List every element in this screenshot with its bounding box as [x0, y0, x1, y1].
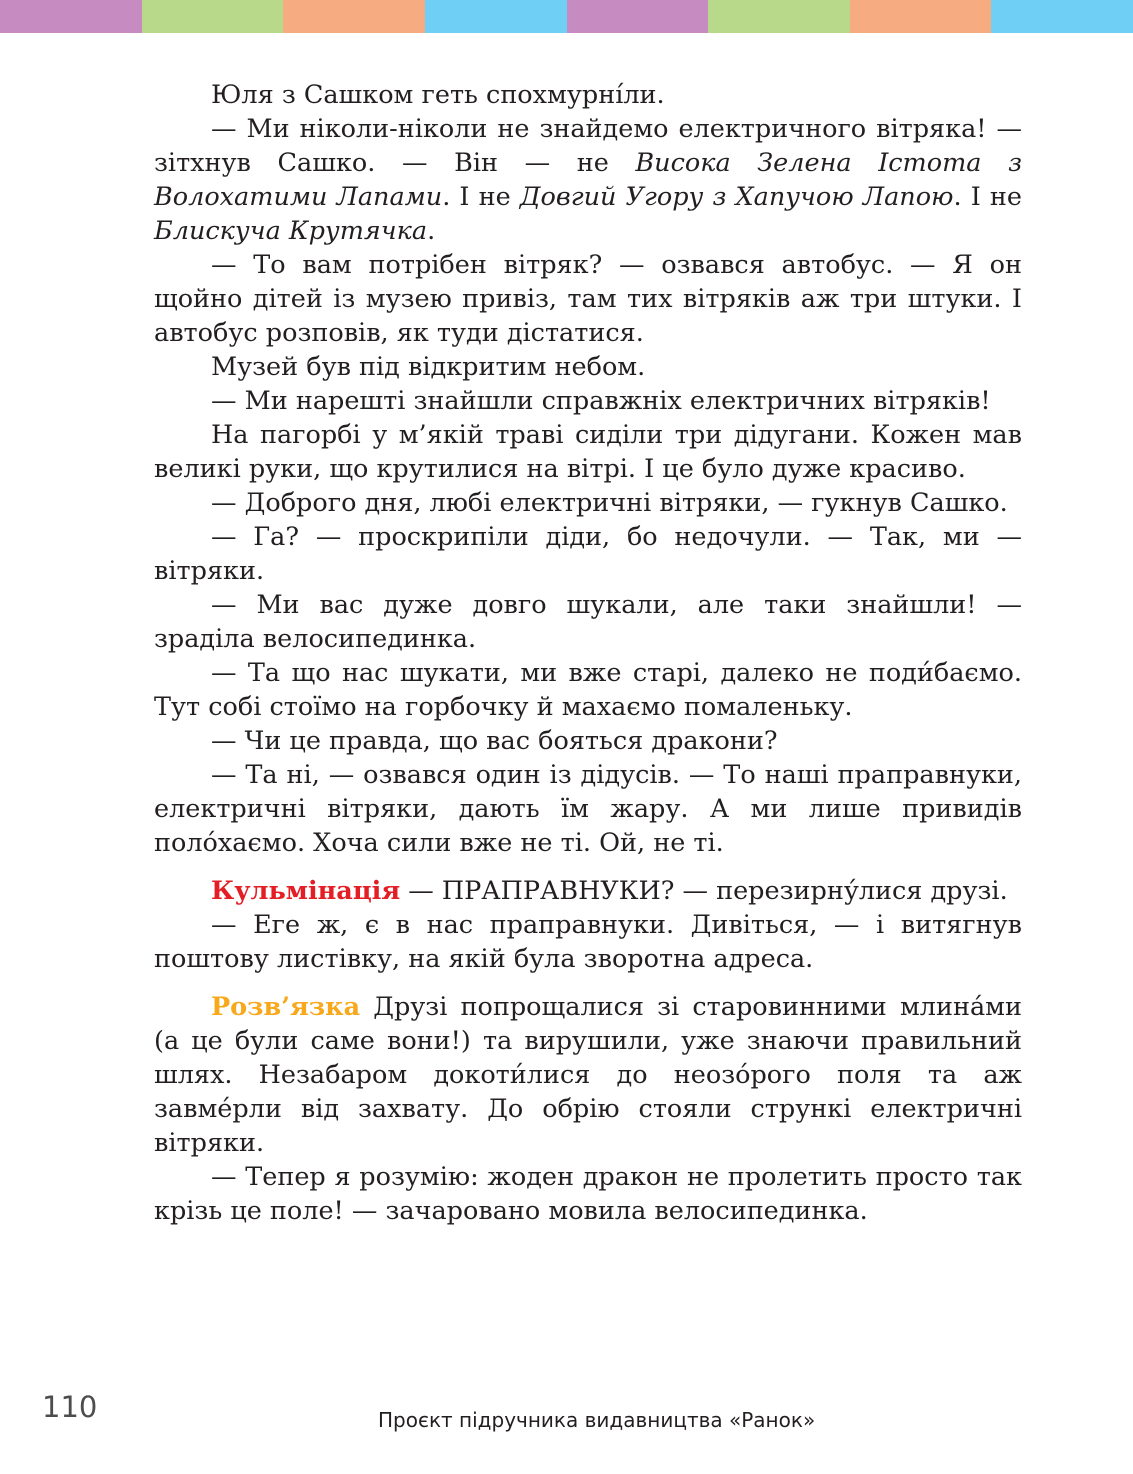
stripe-2	[142, 0, 284, 33]
story-text	[154, 78, 1022, 1228]
paragraph-2-text-4: .	[427, 216, 436, 246]
paragraph-2-text-2: . І не	[442, 182, 520, 212]
stripe-7	[850, 0, 992, 33]
stripe-4	[425, 0, 567, 33]
paragraph-13: — Еге ж, є в нас праправнуки. Дивіться, — і витягнув поштову листівку, на якій була зворотна адреса.	[154, 910, 1022, 974]
paragraph-2-text-3: . І не	[953, 182, 1022, 212]
paragraph-12: — Та ні, — озвався один із дідусів. — То наші праправнуки, електричні вітряки, дають їм жару. А ми лише привидів поло́хаємо. Хоча сили вже не ті. Ой, не ті.	[154, 760, 1022, 858]
paragraph-10: — Та що нас шукати, ми вже старі, далеко не поди́баємо. Тут собі стоїмо на горбочку й махаємо помаленьку.	[154, 658, 1022, 722]
page-number: 110	[42, 1390, 98, 1424]
paragraph-14: — Тепер я розумію: жоден дракон не пролетить просто так крізь це поле! — зачаровано мовила велосипединка.	[154, 1162, 1022, 1226]
stripe-8	[991, 0, 1133, 33]
resolution-paragraph	[154, 990, 1022, 1160]
paragraph-9: — Ми вас дуже довго шукали, але таки знайшли! — зраділа велосипединка.	[154, 590, 1022, 654]
paragraph-5: — Ми нарешті знайшли справжніх електричних вітряків!	[211, 386, 991, 416]
resolution-text: Друзі попрощалися зі старовинними млина́ми (а це були саме вони!) та вирушили, уже знаючи правильний шлях. Незабаром докоти́лися до неозо́рого поля та аж завме́рли від захвату. До обрію стояли стрункі електричні вітряки.	[154, 992, 1022, 1158]
stripe-1	[0, 0, 142, 33]
stripe-6	[708, 0, 850, 33]
paragraph-7: — Доброго дня, любі електричні вітряки, — гукнув Сашко.	[211, 488, 1008, 518]
resolution-label: Розв’язка	[211, 992, 361, 1022]
paragraph-2-text-1: — Ми ніколи-ніколи не знайдемо електричного вітряка! — зітхнув Сашко. — Він — не	[154, 114, 1022, 178]
climax-text: — ПРАПРАВНУКИ? — перезирну́лися друзі.	[400, 876, 1008, 906]
paragraph-1: Юля з Сашком геть спохмурні́ли.	[211, 80, 665, 110]
publisher-footer: Проєкт підручника видавництва «Ранок»	[378, 1408, 816, 1432]
paragraph-3: — То вам потрібен вітряк? — озвався автобус. — Я он щойно дітей із музею привіз, там тих вітряків аж три штуки. І автобус розповів, як туди дістатися.	[154, 250, 1022, 348]
paragraph-11: — Чи це правда, що вас бояться дракони?	[211, 726, 778, 756]
color-stripe-header	[0, 0, 1133, 33]
italic-name-1: Висока Зелена Істота з Волохатими Лапами	[154, 148, 1022, 212]
stripe-5	[567, 0, 709, 33]
climax-label: Кульмінація	[211, 876, 401, 906]
paragraph-4: Музей був під відкритим небом.	[211, 352, 646, 382]
paragraph-8: — Га? — проскрипіли діди, бо недочули. — Так, ми — вітряки.	[154, 522, 1022, 586]
italic-name-3: Блискуча Крутячка	[154, 216, 428, 246]
stripe-3	[283, 0, 425, 33]
paragraph-6: На пагорбі у м’якій траві сиділи три дідугани. Кожен мав великі руки, що крутилися на вітрі. І це було дуже красиво.	[154, 420, 1022, 484]
paragraph-2	[154, 112, 1022, 248]
italic-name-2: Довгий Угору з Хапучою Лапою	[519, 182, 954, 212]
climax-paragraph	[154, 874, 1022, 908]
